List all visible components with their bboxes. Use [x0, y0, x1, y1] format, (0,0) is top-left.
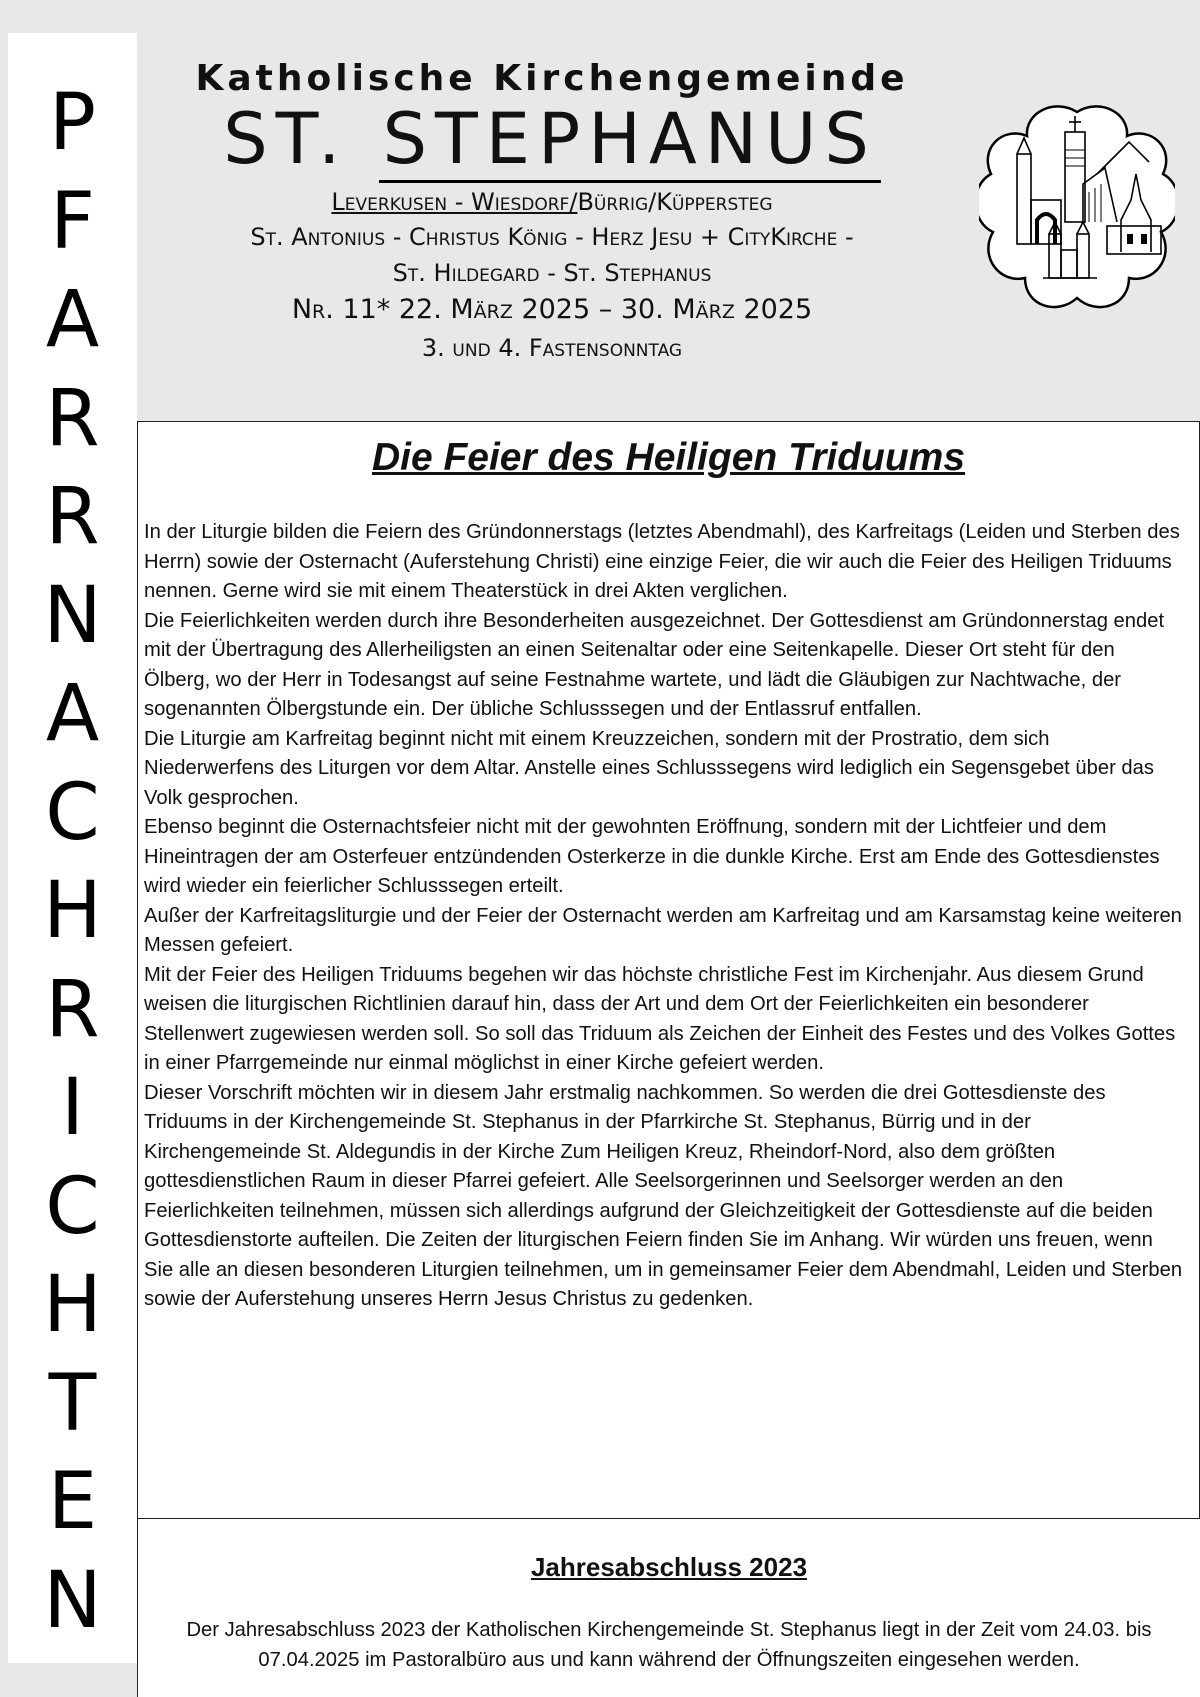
side-letter: C	[45, 767, 100, 858]
side-letter: P	[48, 78, 97, 168]
side-letter: I	[60, 1063, 84, 1153]
article-paragraph: Außer der Karfreitagsliturgie und der Feier der Osternacht werden am Karfreitag und am Karsamstag keine weiteren Messen gefeiert.	[144, 904, 1182, 956]
parish-name-main: STEPHANUS	[379, 98, 881, 183]
main-article-box	[137, 421, 1200, 1519]
article-paragraph: Die Liturgie am Karfreitag beginnt nicht mit einem Kreuzzeichen, sondern mit der Prostratio, dem sich Niederwerfens des Liturgen vor dem Altar. Anstelle eines Schlusssegens wird lediglich ein Segensgebet über das Volk gesprochen.	[144, 727, 1154, 809]
side-letter: H	[43, 866, 102, 956]
notice-text: Der Jahresabschluss 2023 der Katholischen Kirchengemeinde St. Stephanus liegt in der Zeit vom 24.03. bis 07.04.2025 im Pastoralbüro aus und kann während der Öffnungszeiten eingesehen werden.	[186, 1619, 1152, 1671]
article-title: Die Feier des Heiligen Triduums	[371, 436, 966, 479]
side-letter: T	[48, 1358, 97, 1449]
locations-line	[137, 188, 967, 216]
article-paragraph: Mit der Feier des Heiligen Triduums begehen wir das höchste christliche Fest im Kirchenjahr. Aus diesem Grund weisen die liturgischen Richtlinien darauf hin, dass der Art und dem Ort der Feierlichkeiten ein besonderer Stellenwert zugewiesen werden soll. So soll das Triduum als Zeichen der Einheit des Festes und des Volkes Gottes in einer Pfarrgemeinde nur einmal möglichst in einer Kirche gefeiert werden.	[144, 963, 1176, 1074]
article-paragraph: In der Liturgie bilden die Feiern des Gründonnerstags (letztes Abendmahl), des Karfreitags (Leiden und Sterben des Herrn) sowie der Osternacht (Auferstehung Christi) eine einzige Feier, die wir auch die Feier des Heiligen Triduums nennen. Gerne wird sie mit einem Theaterstück in drei Akten verglichen.	[144, 521, 1180, 602]
article-paragraph: Ebenso beginnt die Osternachtsfeier nicht mit der gewohnten Eröffnung, sondern mit der Lichtfeier und dem Hineintragen der am Osterfeuer entzündenden Osterkerze in die dunkle Kirche. Erst am Ende des Gottesdienstes wird wieder ein feierlicher Schlusssegen erteilt.	[144, 816, 1160, 897]
side-letter: R	[45, 472, 100, 562]
article-body	[144, 518, 1184, 1315]
notice-title: Jahresabschluss 2023	[530, 1552, 808, 1582]
parish-name-prefix: ST.	[223, 98, 349, 180]
parish-name	[137, 100, 967, 178]
side-letter: C	[45, 1161, 100, 1252]
side-letter: R	[45, 373, 100, 464]
sunday-line: 3. und 4. Fastensonntag	[421, 334, 683, 362]
issue-date-line: Nr. 11* 22. März 2025 – 30. März 2025	[291, 294, 813, 325]
masthead	[137, 0, 1200, 420]
locations-underlined: Leverkusen - Wiesdorf/	[331, 188, 578, 216]
locations-rest: Bürrig/Küppersteg	[577, 188, 773, 216]
side-letter: E	[47, 1457, 98, 1547]
side-letter: A	[45, 275, 100, 365]
side-letter: N	[43, 1555, 102, 1646]
side-letter: N	[43, 570, 102, 661]
article-paragraph: Dieser Vorschrift möchten wir in diesem Jahr erstmalig nachkommen. So werden die drei Gottesdienste des Triduums in der Kirchengemeinde St. Stephanus in der Pfarrkirche St. Stephanus, Bürrig und in der Kirchengemeinde St. Aldegundis in der Kirche Zum Heiligen Kreuz, Rheindorf-Nord, also dem größten gottesdienstlichen Raum in dieser Pfarrei gefeiert. Alle Seelsorgerinnen und Seelsorger werden an den Feierlichkeiten teilnehmen, müssen sich allerdings aufgrund der Gleichzeitigkeit der Gottesdienste auf die beiden Gottesdienstorte aufteilen. Die Zeiten der liturgischen Feiern finden Sie im Anhang. Wir würden uns freuen, wenn Sie alle an diesen besonderen Liturgien teilnehmen, um in gemeinsamer Feier dem Abendmahl, Leiden und Sterben sowie der Auferstehung unseres Herrn Jesus Christus zu gedenken.	[144, 1081, 1183, 1310]
notice-box	[137, 1519, 1200, 1697]
side-letter: A	[45, 669, 100, 759]
side-letter: F	[50, 176, 95, 267]
side-letter: H	[43, 1260, 102, 1350]
parish-logo-icon	[979, 102, 1175, 312]
article-paragraph: Die Feierlichkeiten werden durch ihre Besonderheiten ausgezeichnet. Der Gottesdienst am Gründonnerstag endet mit der Übertragung des Allerheiligsten an einen Seitenaltar oder eine Seitenkapelle. Dieser Ort steht für den Ölberg, wo der Herr in Todesangst auf seine Festnahme wartete, und lädt die Gläubigen zur Nachtwache, der sogenannten Ölbergstunde ein. Der übliche Schlusssegen und der Entlassruf entfallen.	[144, 609, 1165, 720]
parish-top-line: Katholische Kirchengemeinde	[195, 58, 909, 99]
churches-line-1: St. Antonius - Christus König - Herz Jesu + CityKirche -	[250, 223, 854, 251]
churches-line-2: St. Hildegard - St. Stephanus	[392, 259, 712, 287]
vertical-title-pfarrnachrichten	[8, 74, 137, 1650]
side-letter: R	[45, 964, 100, 1055]
